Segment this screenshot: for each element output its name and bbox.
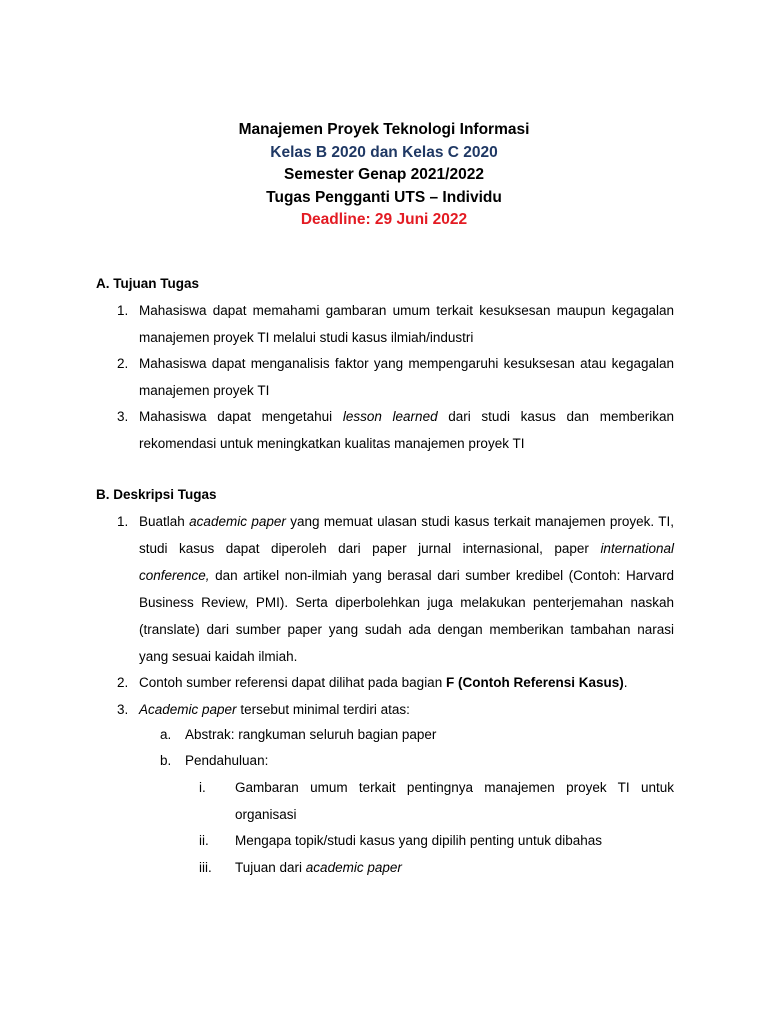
text-run: Buatlah: [139, 514, 190, 529]
list-number: iii.: [199, 860, 212, 875]
text-run: dari studi kasus dan memberikan rekomendasi untuk meningkatkan kualitas manajemen proyek TI: [139, 409, 674, 451]
list-number: i.: [199, 780, 206, 795]
text-run: Mahasiswa dapat mengetahui: [139, 409, 343, 424]
list-text: Mengapa topik/studi kasus yang dipilih penting untuk dibahas: [235, 833, 602, 848]
document-header: [0, 119, 768, 232]
list-text: Mahasiswa dapat memahami gambaran umum terkait kesuksesan maupun kegagalan manajemen proyek TI melalui studi kasus ilmiah/industri: [139, 303, 674, 345]
deadline-line: Deadline: 29 Juni 2022: [300, 211, 468, 228]
course-title: Manajemen Proyek Teknologi Informasi: [238, 121, 530, 138]
list-text: Gambaran umum terkait pentingnya manajemen proyek TI untuk organisasi: [235, 780, 674, 822]
semester-line: Semester Genap 2021/2022: [284, 166, 484, 183]
list-item: [117, 696, 674, 723]
text-run: .: [623, 675, 628, 690]
list-text: Abstrak: rangkuman seluruh bagian paper: [185, 727, 437, 742]
text-run: tersebut minimal terdiri atas:: [236, 702, 410, 717]
italic-term: academic paper: [305, 860, 402, 875]
sublist-item: [160, 747, 674, 774]
list-item: [117, 669, 674, 696]
list-item: [117, 403, 674, 457]
section-a-title: A. Tujuan Tugas: [96, 276, 199, 291]
list-number: b.: [160, 753, 172, 768]
list-number: 2.: [117, 675, 129, 690]
section-b-title: B. Deskripsi Tugas: [96, 487, 217, 502]
list-number: ii.: [199, 833, 209, 848]
italic-term: Academic paper: [139, 702, 237, 717]
italic-term: academic paper: [189, 514, 286, 529]
list-text: [139, 669, 674, 696]
subsublist-item: [199, 774, 674, 828]
subsublist-item: [199, 827, 674, 854]
list-item: [117, 508, 674, 670]
assignment-line: Tugas Pengganti UTS – Individu: [266, 188, 502, 206]
list-text: [139, 508, 674, 670]
bold-term: F (Contoh Referensi Kasus): [445, 675, 624, 690]
text-run: dan artikel non-ilmiah yang berasal dari sumber kredibel (Contoh: Harvard Business Review, PMI). Serta diperbolehkan juga melakukan penterjemahan naskah (translate) dari sumber paper yang sudah ada dengan memberikan tambahan narasi yang sesuai kaidah ilmiah.: [139, 568, 674, 664]
subsublist-item: [199, 854, 674, 881]
list-number: 1.: [117, 303, 129, 318]
italic-term: international conference,: [139, 541, 674, 583]
list-number: 3.: [117, 409, 129, 424]
list-text: Pendahuluan:: [185, 753, 269, 768]
italic-term: lesson learned: [342, 409, 438, 424]
list-text: [235, 854, 674, 881]
list-number: 2.: [117, 356, 129, 371]
list-number: a.: [160, 727, 172, 742]
list-number: 3.: [117, 702, 129, 717]
class-line: Kelas B 2020 dan Kelas C 2020: [270, 143, 498, 161]
text-run: Contoh sumber referensi dapat dilihat pada bagian: [139, 675, 446, 690]
text-run: Tujuan dari: [235, 860, 306, 875]
list-text: Mahasiswa dapat menganalisis faktor yang mempengaruhi kesuksesan atau kegagalan manajemen proyek TI: [139, 356, 674, 398]
list-item: [117, 297, 674, 351]
list-number: 1.: [117, 514, 129, 529]
list-item: [117, 350, 674, 404]
text-run: yang memuat ulasan studi kasus terkait manajemen proyek. TI, studi kasus dapat diperoleh dari paper jurnal internasional, paper: [139, 514, 675, 556]
list-text: [139, 696, 674, 723]
list-text: [139, 403, 674, 457]
sublist-item: [160, 721, 674, 748]
